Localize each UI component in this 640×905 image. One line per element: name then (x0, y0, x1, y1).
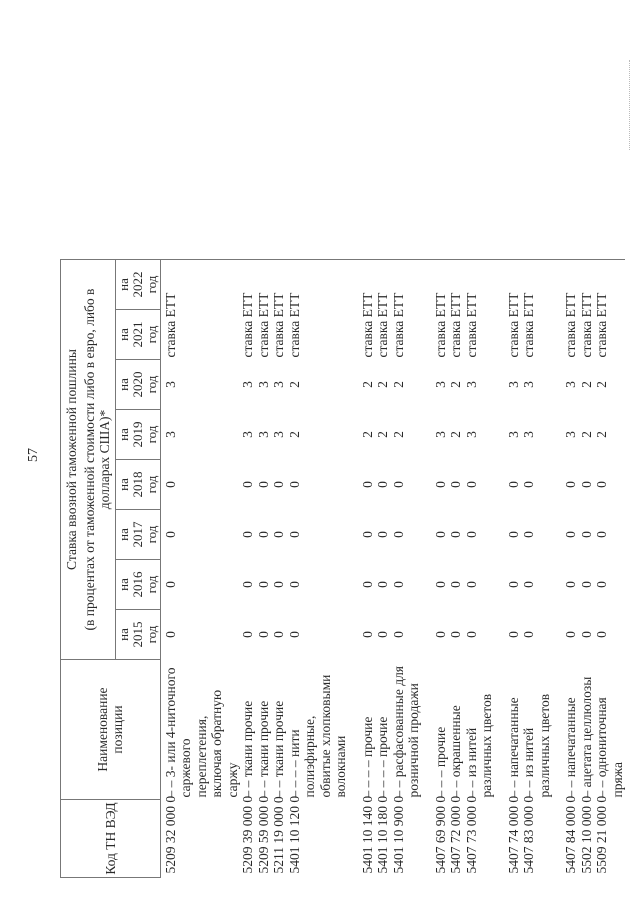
row-name: – – ткани прочие (271, 700, 286, 798)
row-code: 5407 73 000 0 (463, 795, 479, 874)
rate-cell: ставка ЕТТ (463, 292, 479, 358)
header-year: на 2021 год (115, 310, 160, 360)
row-code: 5407 69 900 0 (432, 795, 448, 874)
row-name: – – – прочие (432, 726, 448, 798)
rate-cell: 3 (521, 381, 536, 388)
rate-cell: 0 (432, 531, 448, 538)
row-code: 5509 21 000 0 (594, 795, 609, 874)
rate-cell: ставка ЕТТ (359, 292, 375, 358)
rate-cell: 3 (463, 381, 479, 388)
rate-cell: 3 (255, 381, 271, 388)
rotated-page (60, 58, 625, 878)
rate-cell: 0 (463, 531, 479, 538)
rate-cell: ставка ЕТТ (240, 292, 255, 358)
scan-artifact (629, 60, 634, 150)
rate-cell: 0 (521, 581, 536, 588)
rate-cell: 0 (162, 581, 178, 588)
rate-cell: 0 (563, 481, 578, 488)
rate-cell: 3 (563, 381, 578, 388)
rate-cell: 2 (594, 381, 609, 388)
rate-cell: 3 (162, 381, 178, 388)
row-code: 5401 10 900 0 (390, 795, 406, 874)
rate-cell: 0 (432, 581, 448, 588)
rate-cell: 2 (375, 431, 390, 438)
row-code: 5401 10 140 0 (359, 795, 375, 874)
row-code: 5209 59 000 0 (255, 795, 271, 874)
rate-cell: 0 (255, 631, 271, 638)
rate-cell: 0 (594, 531, 609, 538)
rate-cell: 0 (359, 581, 375, 588)
table-header (61, 58, 161, 878)
rate-cell: 0 (286, 531, 302, 538)
row-name: – – – – прочие (359, 716, 375, 798)
row-code: 5502 10 000 0 (578, 795, 594, 874)
table-body (160, 58, 625, 878)
rate-cell: 2 (286, 431, 302, 438)
rate-cell: 2 (359, 381, 375, 388)
rate-cell: 3 (162, 431, 178, 438)
rate-cell: 3 (240, 381, 255, 388)
row-name: – – напечатанные (505, 697, 521, 798)
rate-cell: ставка ЕТТ (594, 292, 609, 358)
rate-cell: 0 (240, 631, 255, 638)
row-name: – ацетата целлюлозы (578, 676, 594, 798)
row-name: – – ткани прочие (240, 700, 255, 798)
rate-cell: 0 (271, 631, 286, 638)
rate-cell: 2 (594, 431, 609, 438)
rate-cell: 0 (286, 631, 302, 638)
header-year: на 2015 год (115, 610, 160, 660)
row-code: 5401 10 120 0 (286, 795, 302, 874)
row-name: – – из нитей различных цветов (463, 693, 494, 798)
rate-cell: 0 (521, 631, 536, 638)
header-name: Наименование позиции (61, 660, 161, 800)
table-row (256, 58, 272, 878)
rate-cell: 3 (255, 431, 271, 438)
rate-cell: 0 (271, 531, 286, 538)
rate-cell: 0 (375, 481, 390, 488)
table-row (579, 58, 595, 878)
row-name: – – – – нити полиэфирные, обвитые хлопковыми волокнами (286, 674, 348, 798)
rate-cell: 0 (463, 481, 479, 488)
row-name: – – из нитей различных цветов (521, 693, 552, 798)
row-code: 5209 32 000 0 (162, 795, 178, 874)
table-row (391, 58, 422, 878)
rate-cell: 2 (578, 381, 594, 388)
row-name: – – окрашенные (448, 705, 463, 798)
rate-cell: ставка ЕТТ (432, 292, 448, 358)
rate-cell: 0 (463, 631, 479, 638)
rate-cell: ставка ЕТТ (505, 292, 521, 358)
rate-cell: 0 (578, 531, 594, 538)
table-row (464, 58, 495, 878)
tariff-table (60, 58, 625, 879)
rate-cell: 3 (505, 431, 521, 438)
rate-cell: 0 (359, 631, 375, 638)
row-code: 5211 19 000 0 (271, 796, 286, 874)
rate-cell: 0 (578, 631, 594, 638)
rate-cell: 0 (286, 481, 302, 488)
rate-cell: ставка ЕТТ (271, 292, 286, 358)
header-year: на 2020 год (115, 360, 160, 410)
rate-cell: 0 (390, 531, 406, 538)
rate-cell: 0 (448, 581, 463, 588)
rate-cell: 0 (240, 531, 255, 538)
rate-cell: 0 (578, 481, 594, 488)
row-name: – – – – прочие (375, 716, 390, 798)
rate-cell: 0 (390, 481, 406, 488)
header-year: на 2019 год (115, 410, 160, 460)
rate-cell: ставка ЕТТ (563, 292, 578, 358)
header-rate-title: Ставка ввозной таможенной пошлины (61, 260, 81, 660)
rate-cell: ставка ЕТТ (375, 292, 390, 358)
rate-cell: 0 (594, 631, 609, 638)
table-row (552, 58, 579, 878)
rate-cell: 2 (359, 431, 375, 438)
row-code: 5407 83 000 0 (521, 795, 536, 874)
rate-cell: 0 (162, 631, 178, 638)
table-row (240, 58, 256, 878)
rate-cell: 0 (390, 631, 406, 638)
rate-cell: ставка ЕТТ (286, 292, 302, 358)
header-empty-space (61, 58, 161, 260)
rate-cell: 3 (432, 431, 448, 438)
header-year: на 2018 год (115, 460, 160, 510)
row-code: 5407 72 000 0 (448, 795, 463, 874)
rate-cell: 0 (375, 631, 390, 638)
rate-cell: 2 (390, 431, 406, 438)
rate-cell: 3 (521, 431, 536, 438)
table-row (349, 58, 376, 878)
rate-cell: 0 (375, 581, 390, 588)
rate-cell: ставка ЕТТ (162, 292, 178, 358)
table-row (160, 58, 240, 878)
table-row (594, 58, 625, 878)
page-number: 57 (26, 448, 41, 462)
rate-cell: 0 (240, 481, 255, 488)
rate-cell: 0 (505, 631, 521, 638)
rate-cell: ставка ЕТТ (448, 292, 463, 358)
rate-cell: 2 (448, 431, 463, 438)
rate-cell: 0 (563, 631, 578, 638)
rate-cell: 0 (563, 531, 578, 538)
rate-cell: 0 (162, 481, 178, 488)
table-row (375, 58, 391, 878)
table-row (271, 58, 287, 878)
rate-cell: 2 (286, 381, 302, 388)
rate-cell: 3 (463, 431, 479, 438)
rate-cell: 3 (563, 431, 578, 438)
row-code: 5209 39 000 0 (240, 795, 255, 874)
rate-cell: 0 (563, 581, 578, 588)
row-name: – – однониточная пряжа (594, 697, 625, 798)
row-name: – – 3- или 4-ниточного саржевого переплетения, включая обратную саржу (162, 667, 240, 798)
rate-cell: 0 (448, 481, 463, 488)
rate-cell: ставка ЕТТ (255, 292, 271, 358)
rate-cell: 0 (594, 581, 609, 588)
row-code: 5407 84 000 0 (563, 795, 578, 874)
rate-cell: 0 (162, 531, 178, 538)
table-row (521, 58, 552, 878)
row-name: – – ткани прочие (255, 700, 271, 798)
rate-cell: 2 (390, 381, 406, 388)
rate-cell: 0 (432, 631, 448, 638)
header-year: на 2016 год (115, 560, 160, 610)
rate-cell: 0 (240, 581, 255, 588)
rate-cell: 0 (505, 531, 521, 538)
header-rate-subtitle: (в процентах от таможенной стоимости либо в евро, либо в долларах США)* (81, 260, 116, 660)
rate-cell: 0 (505, 581, 521, 588)
rate-cell: 2 (448, 381, 463, 388)
header-year: на 2022 год (115, 260, 160, 310)
rate-cell: 0 (390, 581, 406, 588)
rate-cell: 0 (594, 481, 609, 488)
rate-cell: 0 (463, 581, 479, 588)
rate-cell: 0 (286, 581, 302, 588)
rate-cell: 0 (255, 481, 271, 488)
row-name: – – напечатанные (563, 697, 578, 798)
row-code: 5401 10 180 0 (375, 795, 390, 874)
rate-cell: ставка ЕТТ (390, 292, 406, 358)
rate-cell: 0 (505, 481, 521, 488)
rate-cell: 0 (359, 531, 375, 538)
rate-cell: ставка ЕТТ (578, 292, 594, 358)
rate-cell: 2 (578, 431, 594, 438)
header-code: Код ТН ВЭД (61, 800, 161, 878)
rate-cell: 0 (448, 531, 463, 538)
rate-cell: 0 (521, 481, 536, 488)
rate-cell: 0 (448, 631, 463, 638)
rate-cell: 3 (240, 431, 255, 438)
rate-cell: 0 (375, 531, 390, 538)
rate-cell: 0 (578, 581, 594, 588)
rate-cell: 2 (375, 381, 390, 388)
table-row (287, 58, 349, 878)
rate-cell: ставка ЕТТ (521, 292, 536, 358)
table-row (495, 58, 522, 878)
rate-cell: 0 (359, 481, 375, 488)
rate-cell: 0 (255, 581, 271, 588)
header-year: на 2017 год (115, 510, 160, 560)
row-code: 5407 74 000 0 (505, 795, 521, 874)
rate-cell: 3 (271, 431, 286, 438)
rate-cell: 3 (505, 381, 521, 388)
table-row (422, 58, 449, 878)
table-row (448, 58, 464, 878)
rate-cell: 3 (432, 381, 448, 388)
rate-cell: 0 (521, 531, 536, 538)
rate-cell: 0 (432, 481, 448, 488)
rate-cell: 0 (271, 481, 286, 488)
rate-cell: 3 (271, 381, 286, 388)
rate-cell: 0 (271, 581, 286, 588)
rate-cell: 0 (255, 531, 271, 538)
row-name: – – расфасованные для розничной продажи (390, 665, 421, 798)
